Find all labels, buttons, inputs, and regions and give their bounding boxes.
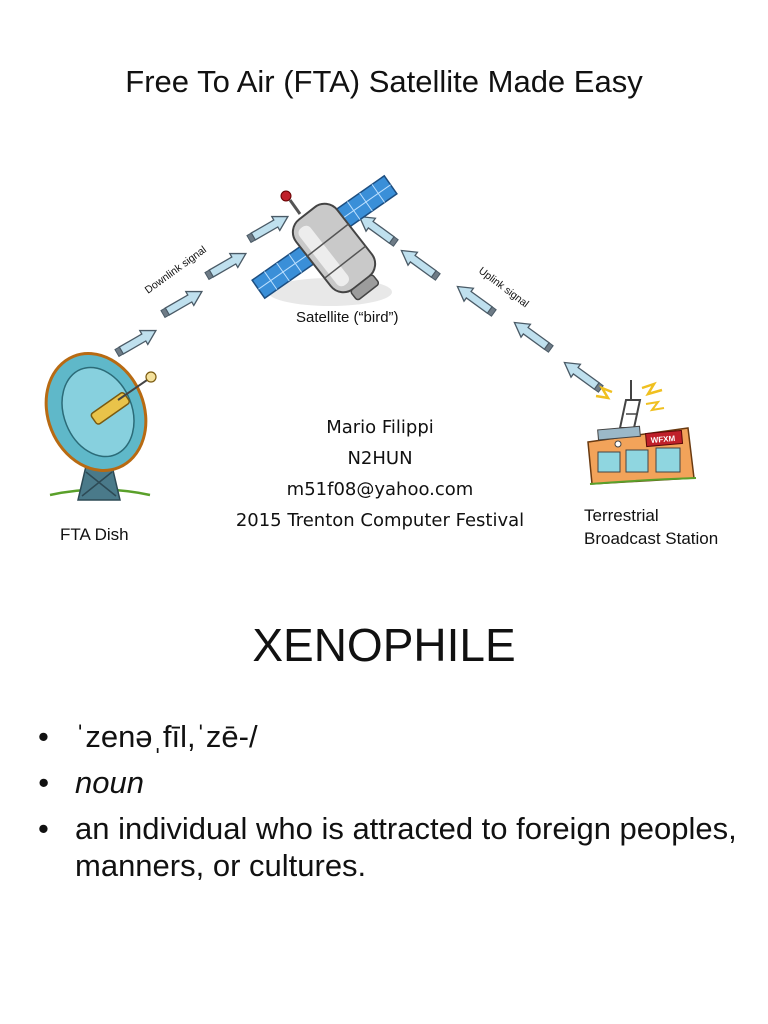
downlink-arrow bbox=[113, 324, 160, 360]
downlink-arrow bbox=[159, 285, 206, 321]
station-label-line1: Terrestrial bbox=[584, 506, 659, 525]
downlink-arrow bbox=[203, 247, 250, 283]
presenter-name: Mario Filippi bbox=[326, 417, 434, 438]
uplink-arrow bbox=[397, 244, 443, 283]
uplink-arrow bbox=[510, 316, 556, 355]
dish-icon bbox=[29, 338, 163, 500]
definition-list bbox=[38, 718, 738, 893]
station-sign: WFXM bbox=[650, 433, 676, 445]
station-label-line2: Broadcast Station bbox=[584, 529, 719, 548]
presenter-info bbox=[220, 412, 540, 536]
downlink-arrow bbox=[245, 210, 292, 246]
dish-label: FTA Dish bbox=[60, 525, 129, 544]
pronunciation-item: • ˈzenəˌfīl,ˈzē-/ bbox=[38, 718, 738, 755]
slide2-title: XENOPHILE bbox=[252, 619, 516, 671]
presenter-event: 2015 Trenton Computer Festival bbox=[235, 510, 525, 531]
definition-item: • an individual who is attracted to foreign peoples, manners, or cultures. bbox=[38, 810, 738, 884]
satellite-icon bbox=[252, 176, 397, 308]
downlink-label: Downlink signal bbox=[142, 243, 209, 297]
uplink-label: Uplink signal bbox=[476, 264, 531, 311]
broadcast-station-icon bbox=[588, 380, 696, 484]
uplink-arrow bbox=[560, 356, 606, 395]
uplink-arrows bbox=[355, 210, 606, 395]
satellite-label: Satellite (“bird”) bbox=[296, 309, 399, 326]
presenter-callsign: N2HUN bbox=[347, 448, 413, 469]
slide-title: Free To Air (FTA) Satellite Made Easy bbox=[125, 64, 643, 99]
presenter-email: m51f08@yahoo.com bbox=[286, 479, 474, 500]
part-of-speech-item: • noun bbox=[38, 764, 738, 801]
